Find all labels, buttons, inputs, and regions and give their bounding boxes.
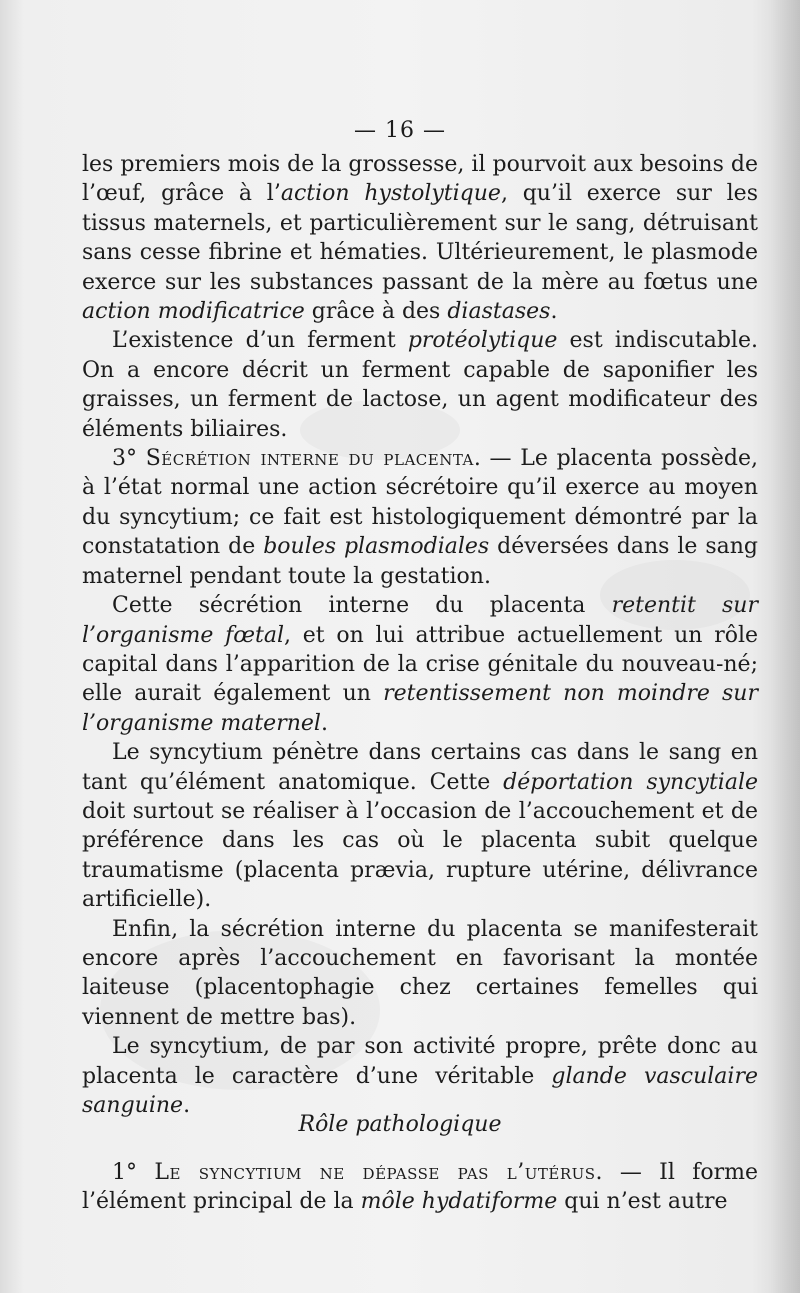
text-run: Cette sécrétion interne du placenta	[112, 593, 612, 619]
text-run: déversées dans le sang maternel pendant toute la gestation.	[82, 534, 758, 589]
text-run: 1°	[112, 1160, 155, 1185]
italic-text: retentissement non moindre sur l’organisme maternel	[82, 681, 758, 736]
body-text	[82, 150, 758, 1120]
text-run: Le syncytium, de par son activité propre, prête donc au placenta le caractère d’une véritable	[82, 1034, 758, 1089]
italic-text: boules plasmodiales	[263, 534, 490, 560]
text-run: .	[550, 299, 558, 325]
text-run: . — Il forme l’élément principal de la	[82, 1160, 758, 1215]
paragraph	[82, 326, 758, 444]
paragraph	[82, 444, 758, 591]
paragraph	[82, 1032, 758, 1120]
italic-text: retentit sur l’organisme fœtal	[82, 593, 758, 648]
paragraph	[82, 150, 758, 326]
text-run: doit surtout se réaliser à l’occasion de l’accouchement et de préférence dans les cas où le placenta subit quelque traumatisme (placenta prævia, rupture utérine, délivrance artificielle).	[82, 798, 758, 913]
italic-text: môle hydatiforme	[360, 1189, 558, 1215]
text-run: 3°	[112, 446, 146, 472]
text-run: les premiers mois de la grossesse, il pourvoit aux besoins de l’œuf, grâce à l’	[82, 152, 758, 207]
text-run: L’existence d’un ferment	[112, 328, 408, 354]
italic-text: déportation syncytiale	[503, 769, 758, 795]
text-run: , et on lui attribue actuellement un rôle capital dans l’apparition de la crise génitale du nouveau-né; elle aurait également un	[82, 622, 759, 707]
small-caps-heading: Le syncytium ne dépasse pas l’utérus	[154, 1160, 596, 1185]
italic-text: glande vasculaire sanguine	[82, 1063, 758, 1118]
paragraph	[82, 1158, 758, 1217]
text-run: , qu’il exerce sur les tissus maternels, et particulièrement sur le sang, détruisant sans cesse fibrine et hématies. Ultérieurement, le plasmode exerce sur les substances passant de la mère au fœtus une	[82, 181, 758, 295]
text-run: est indiscutable. On a encore décrit un ferment capable de saponifier les graisses, un ferment de lactose, un agent modificateur des éléments biliaires.	[82, 328, 758, 442]
small-caps-heading: Sécrétion interne du placenta	[145, 446, 474, 472]
text-run: Enfin, la sécrétion interne du placenta se manifesterait encore après l’accouchement en favorisant la montée laiteuse (placentophagie chez certaines femelles qui viennent de mettre bas).	[82, 916, 758, 1030]
italic-text: action modificatrice	[82, 299, 305, 325]
paragraph	[82, 591, 758, 738]
paragraph	[82, 738, 758, 914]
italic-text: diastases	[447, 299, 551, 325]
paragraph	[82, 915, 758, 1033]
body-text-continued	[82, 1158, 758, 1217]
text-run: Le syncytium pénètre dans certains cas dans le sang en tant qu’élément anatomique. Cette	[82, 740, 758, 795]
text-run: qui n’est autre	[557, 1189, 728, 1215]
italic-text: action hystolytique	[280, 181, 501, 207]
italic-text: protéolytique	[407, 328, 558, 354]
text-run: .	[320, 710, 328, 736]
text-run: .	[183, 1093, 191, 1118]
page-number: — 16 —	[354, 118, 446, 143]
text-run: . — Le placenta possède, à l’état normal une action sécrétoire qu’il exerce au moyen du syncytium; ce fait est histologiquement démontré par la constatation de	[82, 446, 758, 560]
section-heading: Rôle pathologique	[298, 1112, 502, 1137]
text-run: grâce à des	[304, 299, 448, 325]
